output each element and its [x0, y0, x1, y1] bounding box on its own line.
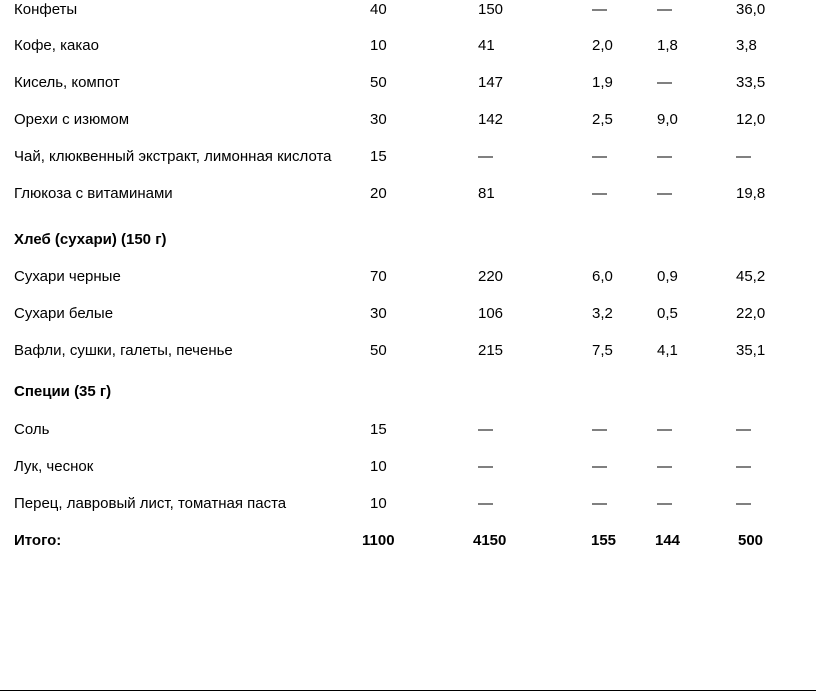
row-value-carbs: — [736, 421, 751, 438]
row-value-protein: 3,2 [592, 305, 613, 322]
row-value-weight: 10 [370, 458, 387, 475]
total-fat: 144 [655, 532, 681, 549]
row-value-carbs: 19,8 [736, 185, 766, 202]
table-row [0, 341, 816, 361]
row-value-fat: — [657, 185, 672, 202]
section-title: Хлеб (сухари) (150 г) [14, 231, 167, 248]
section-header [0, 382, 816, 402]
row-value-weight: 50 [370, 342, 387, 359]
table-row [0, 457, 816, 477]
row-value-fat: — [657, 1, 672, 18]
row-name: Кофе, какао [14, 37, 99, 54]
table-row [0, 0, 816, 20]
row-value-carbs: 12,0 [736, 111, 766, 128]
row-value-calories: 41 [478, 37, 495, 54]
table-row [0, 184, 816, 204]
row-value-protein: — [592, 1, 607, 18]
row-value-calories: 106 [478, 305, 504, 322]
row-value-carbs: 22,0 [736, 305, 766, 322]
table-row [0, 36, 816, 56]
row-value-carbs: — [736, 458, 751, 475]
row-value-calories: — [478, 495, 493, 512]
row-value-carbs: 3,8 [736, 37, 757, 54]
row-value-protein: 2,0 [592, 37, 613, 54]
total-protein: 155 [591, 532, 617, 549]
section-header [0, 230, 816, 250]
total-calories: 4150 [473, 532, 507, 549]
row-value-weight: 30 [370, 305, 387, 322]
row-value-carbs: 33,5 [736, 74, 766, 91]
row-value-fat: — [657, 458, 672, 475]
row-value-protein: — [592, 421, 607, 438]
row-value-calories: 150 [478, 1, 504, 18]
row-value-carbs: 36,0 [736, 1, 766, 18]
row-value-weight: 10 [370, 37, 387, 54]
row-value-protein: 1,9 [592, 74, 613, 91]
row-value-fat: 4,1 [657, 342, 678, 359]
row-value-protein: — [592, 185, 607, 202]
row-name: Чай, клюквенный экстракт, лимонная кислота [14, 148, 332, 165]
row-value-protein: — [592, 495, 607, 512]
row-value-calories: 81 [478, 185, 495, 202]
total-label: Итого: [14, 532, 62, 549]
row-value-calories: — [478, 421, 493, 438]
row-name: Соль [14, 421, 50, 438]
page-bottom-divider [0, 690, 816, 691]
row-value-carbs: — [736, 148, 751, 165]
row-value-weight: 15 [370, 148, 387, 165]
row-value-carbs: 35,1 [736, 342, 766, 359]
row-name: Вафли, сушки, галеты, печенье [14, 342, 233, 359]
row-value-weight: 10 [370, 495, 387, 512]
row-value-fat: 9,0 [657, 111, 678, 128]
row-value-protein: 7,5 [592, 342, 613, 359]
row-value-protein: 2,5 [592, 111, 613, 128]
row-value-fat: 0,5 [657, 305, 678, 322]
row-value-calories: — [478, 458, 493, 475]
table-row [0, 73, 816, 93]
row-value-weight: 20 [370, 185, 387, 202]
row-value-fat: 0,9 [657, 268, 678, 285]
row-value-weight: 40 [370, 1, 387, 18]
row-value-fat: — [657, 148, 672, 165]
row-value-calories: — [478, 148, 493, 165]
table-row [0, 420, 816, 440]
total-row [0, 531, 816, 551]
row-name: Конфеты [14, 1, 78, 18]
total-weight: 1100 [362, 532, 395, 549]
row-name: Сухари черные [14, 268, 121, 285]
row-value-protein: — [592, 148, 607, 165]
row-value-weight: 50 [370, 74, 387, 91]
table-row [0, 110, 816, 130]
row-name: Кисель, компот [14, 74, 120, 91]
row-value-carbs: 45,2 [736, 268, 766, 285]
row-value-weight: 15 [370, 421, 387, 438]
row-value-calories: 215 [478, 342, 504, 359]
row-name: Сухари белые [14, 305, 114, 322]
row-name: Перец, лавровый лист, томатная паста [14, 495, 287, 512]
row-name: Глюкоза с витаминами [14, 185, 173, 202]
row-value-protein: 6,0 [592, 268, 613, 285]
table-row [0, 494, 816, 514]
row-value-weight: 70 [370, 268, 387, 285]
total-carbs: 500 [738, 532, 764, 549]
row-value-fat: — [657, 421, 672, 438]
row-value-calories: 220 [478, 268, 504, 285]
row-value-calories: 142 [478, 111, 504, 128]
row-value-fat: — [657, 74, 672, 91]
row-name: Орехи с изюмом [14, 111, 130, 128]
table-row [0, 304, 816, 324]
row-value-calories: 147 [478, 74, 504, 91]
table-row [0, 267, 816, 287]
row-value-fat: 1,8 [657, 37, 678, 54]
row-name: Лук, чеснок [14, 458, 94, 475]
row-value-fat: — [657, 495, 672, 512]
row-value-carbs: — [736, 495, 751, 512]
section-title: Специи (35 г) [14, 383, 112, 400]
row-value-weight: 30 [370, 111, 387, 128]
table-row [0, 147, 816, 167]
row-value-protein: — [592, 458, 607, 475]
